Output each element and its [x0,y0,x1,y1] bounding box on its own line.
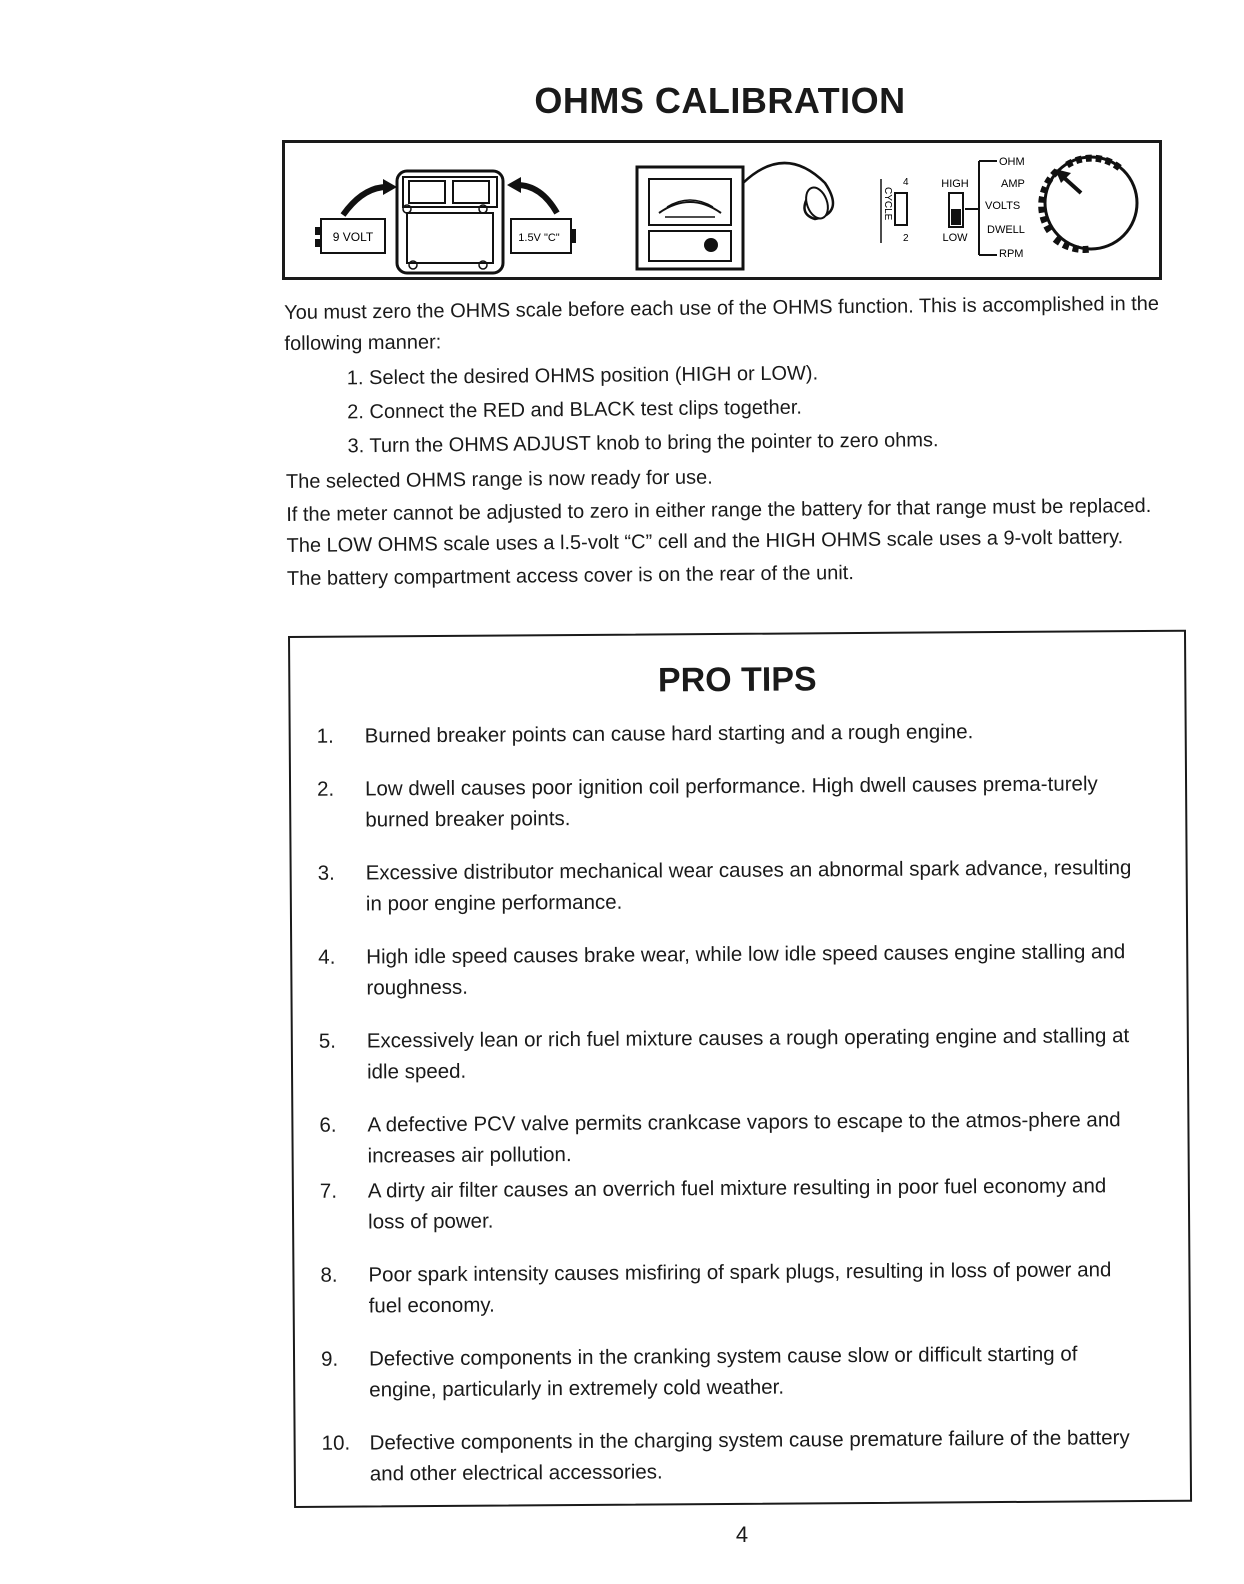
calibration-step: 3. Turn the OHMS ADJUST knob to bring the pointer to zero ohms. [347,429,939,458]
tip-item [320,1254,1148,1322]
calibration-step: 1. Select the desired OHMS position (HIGH or LOW). [346,362,819,390]
battery-9v-label: 9 VOLT [332,230,374,244]
meter-icon [637,163,833,269]
cycle-2-label: 2 [903,233,909,244]
battery-compartment [397,171,503,273]
cycle-switch [881,177,909,244]
tip-number: 5. [318,1029,337,1053]
tip-item [317,768,1145,836]
tip-text: Defective components in the cranking system cause slow or difficult starting of engine, particularly in extremely cold weather. [368,1342,1078,1402]
calibration-diagram [282,140,1162,280]
tip-text: A defective PCV valve permits crankcase vapors to escape to the atmos-phere and increases air pollution. [367,1108,1121,1168]
tip-number: 3. [317,861,335,885]
arrow-left-icon [343,187,387,215]
battery-replacement-paragraph: If the meter cannot be adjusted to zero in either range the battery for that range must be replaced. The LOW OHMS scale uses a l.5-volt “C” cell and the HIGH OHMS scale uses a 9-volt battery. [286,494,1152,557]
tip-number: 10. [321,1431,351,1455]
tip-number: 9. [320,1347,339,1371]
ready-paragraph: The selected OHMS range is now ready for use. [285,466,713,493]
tip-item [319,1020,1147,1088]
switch-low-label: LOW [942,232,968,244]
battery-c-cell [511,219,576,253]
dial-label-amp: AMP [1001,178,1025,190]
dial-label-volts: VOLTS [985,200,1021,212]
calibration-step: 2. Connect the RED and BLACK test clips together. [347,396,802,424]
tip-text: Poor spark intensity causes misfiring of spark plugs, resulting in loss of power and fuel economy. [368,1258,1112,1318]
pro-tips-title: PRO TIPS [657,660,817,700]
tip-text: High idle speed causes brake wear, while low idle speed causes engine stalling and roughness. [366,940,1126,1000]
arrow-left-head-icon [383,179,397,195]
pro-tips-box [288,630,1192,1508]
tip-item [320,1170,1148,1238]
tip-number: 7. [319,1179,338,1203]
page-title: OHMS CALIBRATION [534,80,906,121]
tip-number: 8. [320,1263,338,1287]
dial-label-ohm: OHM [999,156,1025,168]
calibration-steps [347,355,1166,463]
tip-item [317,715,1145,752]
tip-text: Excessive distributor mechanical wear causes an abnormal spark advance, resulting in poor engine performance. [365,856,1132,916]
tip-item [319,1104,1147,1172]
calibration-instructions [284,289,1167,595]
battery-c-label: 1.5V "C" [518,232,560,244]
switch-high-label: HIGH [941,178,969,190]
tip-number: 2. [316,777,335,801]
tip-item [318,936,1146,1004]
cycle-label: CYCLE [882,187,893,221]
tip-text: Burned breaker points can cause hard starting and a rough engine. [364,720,974,748]
page-number: 4 [735,1522,749,1547]
tip-number: 4. [318,945,336,969]
function-dial-icon [1042,157,1137,249]
tip-item [322,1422,1150,1490]
dial-label-rpm: RPM [999,248,1024,260]
calibration-diagram-svg [285,143,1159,277]
cycle-4-label: 4 [903,177,909,188]
tip-text: Low dwell causes poor ignition coil performance. High dwell causes prema-turely burned breaker points. [364,772,1098,832]
battery-cover-paragraph: The battery compartment access cover is on the rear of the unit. [286,562,854,590]
arrow-right-icon [517,185,557,213]
tip-item [321,1338,1149,1406]
tip-text: Defective components in the charging system cause premature failure of the battery and other electrical accessories. [369,1426,1130,1486]
function-selector-labels [965,156,1025,260]
tip-number: 6. [319,1113,337,1137]
tip-item [318,852,1146,920]
tip-text: Excessively lean or rich fuel mixture causes a rough operating engine and stalling at idle speed. [366,1024,1130,1084]
tip-number: 1. [316,724,334,748]
dial-label-dwell: DWELL [987,224,1025,236]
battery-9v [315,219,385,253]
tip-text: A dirty air filter causes an overrich fuel mixture resulting in poor fuel economy and loss of power. [367,1174,1107,1234]
ohms-range-switch [941,178,969,244]
intro-paragraph: You must zero the OHMS scale before each use of the OHMS function. This is accomplished in the following manner: [284,292,1160,355]
arrow-right-head-icon [507,177,521,193]
